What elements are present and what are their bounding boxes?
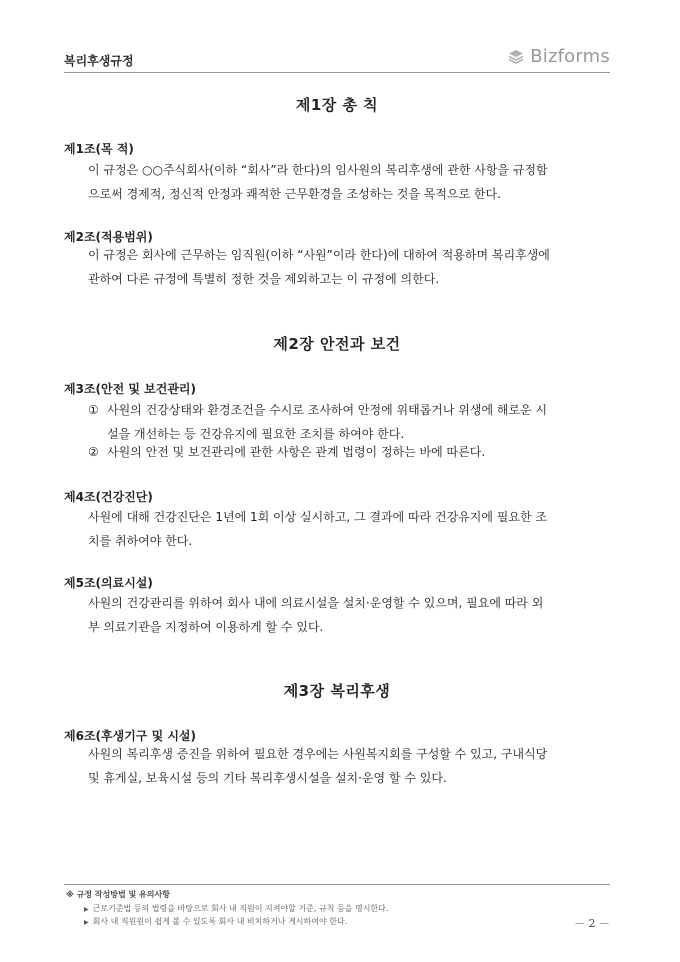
footnote-title: ※ 규정 작성방법 및 유의사항 [66, 890, 170, 899]
text-line: 사원의 안전 및 보건관리에 관한 사항은 관계 법령이 정하는 바에 따른다. [107, 445, 486, 459]
text-line: 이 규정은 회사에 근무하는 임직원(이하 “사원”이라 한다)에 대하여 적용하며 복리후생에 [88, 248, 550, 262]
footnote-text: 회사 내 직원원이 쉽게 볼 수 있도록 회사 내 비치하거나 게시하여야 한다. [92, 917, 348, 926]
list-item [88, 440, 610, 464]
article-title: 제6조(후생기구 및 시설) [64, 729, 197, 743]
footnote-item [84, 903, 388, 914]
triangle-right-icon: ▶ [84, 906, 89, 913]
article-body [88, 742, 610, 790]
text-line: 사원의 건강관리를 위하여 회사 내에 의료시설을 설치·운영할 수 있으며, 필요에 따라 외 [88, 596, 544, 610]
text-line: 으로써 경제적, 정신적 안정과 쾌적한 근무환경을 조성하는 것을 목적으로 한다. [88, 187, 501, 201]
document-title: 복리후생규정 [64, 54, 134, 68]
text-line: 사원에 대해 건강진단은 1년에 1회 이상 실시하고, 그 결과에 따라 건강유지에 필요한 조 [88, 510, 547, 524]
triangle-right-icon: ▶ [84, 919, 89, 926]
brand-logo [507, 46, 610, 67]
article-title: 제3조(안전 및 보건관리) [64, 382, 197, 396]
article-body [88, 505, 610, 553]
text-line: 및 휴게실, 보육시설 등의 기타 복리후생시설을 설치·운영 할 수 있다. [88, 771, 447, 785]
chapter-title: 제2장 안전과 보건 [273, 335, 401, 353]
item-number: ② [88, 445, 99, 459]
page-number: － 2 － [574, 917, 610, 930]
item-number: ① [88, 403, 99, 417]
article-body [88, 158, 610, 206]
text-line: 사원의 복리후생 증진을 위하여 필요한 경우에는 사원복지회를 구성할 수 있고, 구내식당 [88, 747, 548, 761]
text-line: 이 규정은 ○○주식회사(이하 “회사”라 한다)의 임사원의 복리후생에 관한 사항을 규정함 [88, 163, 548, 177]
article-title: 제5조(의료시설) [64, 576, 153, 590]
text-line: 사원의 건강상태와 환경조건을 수시로 조사하여 안정에 위태롭거나 위생에 해로운 시 [107, 403, 548, 417]
article-body [88, 591, 610, 639]
brand-name: Bizforms [530, 46, 610, 67]
layers-icon [507, 48, 525, 66]
text-line: 관하여 다른 규정에 특별히 정한 것을 제외하고는 이 규정에 의한다. [88, 272, 440, 286]
article-title: 제4조(건강진단) [64, 490, 153, 504]
page-footer [64, 884, 610, 930]
chapter-title: 제3장 복리후생 [283, 682, 391, 700]
footnote-item [84, 916, 347, 927]
text-line: 부 의료기관을 지정하여 이용하게 할 수 있다. [88, 620, 324, 634]
article-title: 제1조(목 적) [64, 142, 134, 156]
article-body [88, 243, 610, 291]
list-item [88, 398, 610, 446]
text-line: 치를 취하여야 한다. [88, 534, 193, 548]
text-line: 설을 개선하는 등 건강유지에 필요한 조치를 하여야 한다. [107, 427, 405, 441]
chapter-title: 제1장 총 칙 [295, 96, 379, 114]
footnote-text: 근로기준법 등의 법령을 바탕으로 회사 내 직원이 지켜야할 기준, 규칙 등을 명시한다. [92, 904, 389, 913]
page-header [64, 44, 610, 73]
article-title: 제2조(적용범위) [64, 230, 153, 244]
